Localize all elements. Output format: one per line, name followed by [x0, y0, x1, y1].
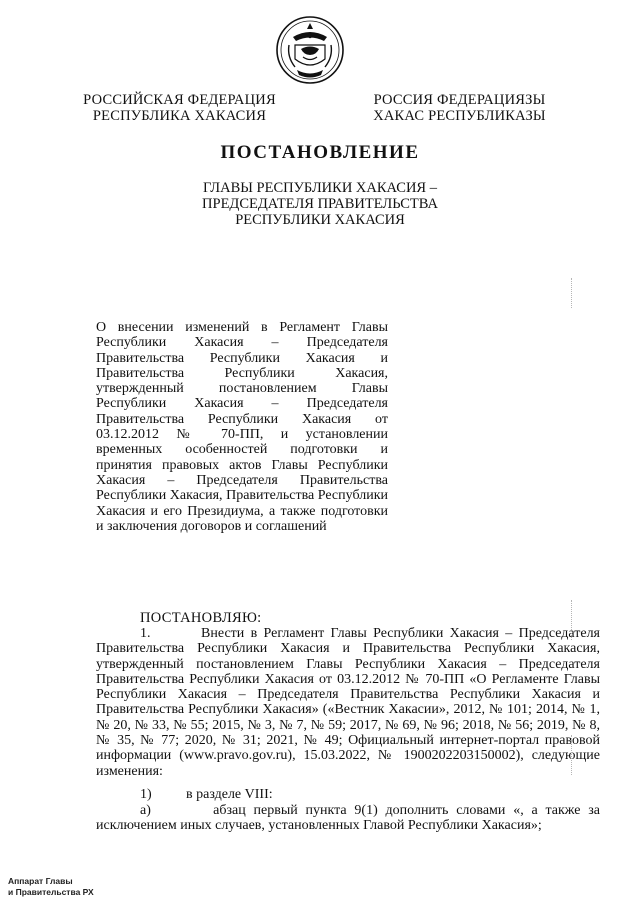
document-subject: О внесении изменений в Регламент Главы Республики Хакасия – Председателя Правительства Республики Хакасия и Правительства Республики Хакасия, утвержденный постановлением Главы Республики Хакасия – Председателя Правительства Республики Хакасия от 03.12.2012 № 70-ПП, и установлении временных особенностей подготовки и принятия правовых актов Главы Республики Хакасия – Председателя Правительства Республики Хакасия, Правительства Республики Хакасия и его Президиума, а также подготовки и заключения договоров и соглашений: [96, 320, 388, 534]
header-ru: [72, 92, 287, 124]
paragraph-1: [96, 626, 600, 779]
scan-margin-dots: [571, 735, 574, 775]
issuer-line: РЕСПУБЛИКИ ХАКАСИЯ: [235, 212, 405, 228]
subitem-number: а): [140, 803, 151, 818]
item-text: в разделе VIII:: [186, 787, 273, 802]
issuer-line: ПРЕДСЕДАТЕЛЯ ПРАВИТЕЛЬСТВА: [202, 196, 438, 212]
scan-margin-dots: [571, 278, 574, 308]
scan-margin-dots: [571, 600, 574, 640]
item-number: 1): [140, 787, 152, 802]
header-kjh-line: РОССИЯ ФЕДЕРАЦИЯЗЫ: [373, 92, 546, 108]
coat-of-arms-icon: [275, 15, 345, 85]
document-type-title: ПОСТАНОВЛЕНИЕ: [220, 142, 420, 163]
header-ru-line: РОССИЙСКАЯ ФЕДЕРАЦИЯ: [83, 92, 276, 108]
preamble: ПОСТАНОВЛЯЮ:: [140, 610, 262, 626]
paragraph-number: 1.: [140, 626, 151, 641]
issuer-block: [150, 180, 490, 228]
office-stamp: [8, 876, 94, 898]
paragraph-text: Внести в Регламент Главы Республики Хакасия – Председателя Правительства Республики Хакасия и Правительства Республики Хакасия, утвержденный постановлением Главы Республики Хакасия – Председателя Правительства Республики Хакасия от 03.12.2012 № 70-ПП «О Регламенте Главы Республики Хакасия – Председателя Правительства Республики Хакасия и Правительства Республики Хакасия» («Вестник Хакасии», 2012, № 101; 2014, № 1, № 20, № 33, № 55; 2015, № 3, № 7, № 59; 2017, № 69, № 96; 2018, № 56; 2019, № 8, № 35, № 77; 2020, № 31; 2021, № 49; Официальный интернет-портал правовой информации (www.pravo.gov.ru), 15.03.2022, № 1900202203150002), следующие изменения:: [96, 626, 601, 779]
issuer-line: ГЛАВЫ РЕСПУБЛИКИ ХАКАСИЯ –: [203, 180, 437, 196]
header-kjh: [352, 92, 567, 124]
stamp-line: Аппарат Главы: [8, 876, 73, 886]
stamp-line: и Правительства РХ: [8, 887, 94, 897]
subitem-a: [96, 803, 600, 834]
header-kjh-line: ХАКАС РЕСПУБЛИКАЗЫ: [373, 108, 546, 124]
header-ru-line: РЕСПУБЛИКА ХАКАСИЯ: [92, 108, 267, 124]
item-1: [140, 787, 600, 802]
subitem-text: абзац первый пункта 9(1) дополнить словами «, а также за исключением иных случаев, установленных Главой Республики Хакасия»;: [96, 803, 601, 834]
